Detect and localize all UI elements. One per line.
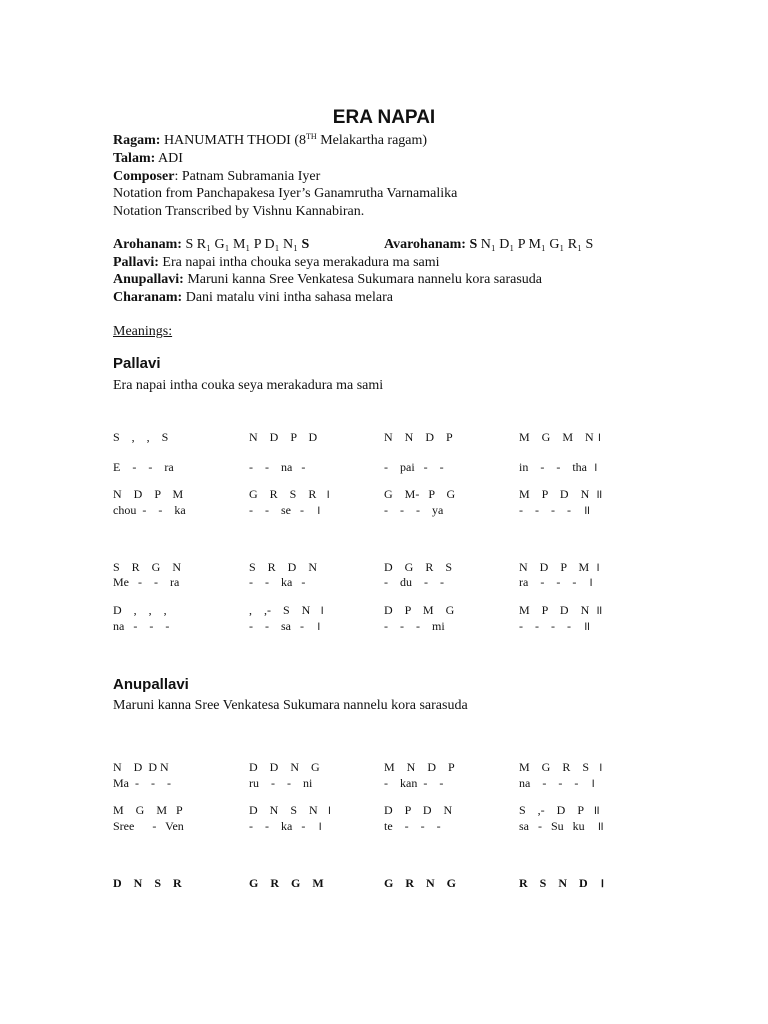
talam-line <box>113 152 183 166</box>
composer-line <box>113 170 320 184</box>
arohanam-label: Arohanam: <box>113 237 182 252</box>
anupallavi-notation-cell: G R N G <box>384 876 456 890</box>
pallavi-notation-row <box>0 504 768 518</box>
page-title: ERA NAPAI <box>332 107 436 128</box>
pallavi-notation-cell: N N D P <box>384 430 453 444</box>
pallavi-notation-cell: N D P M । <box>519 560 600 574</box>
anupallavi-notation-cell: D N S N । <box>249 803 332 817</box>
pallavi-heading: Pallavi <box>113 355 161 372</box>
anupallavi-notation-cell: M G M P <box>113 803 183 817</box>
pallavi-notation-cell: N D P M <box>113 487 184 501</box>
pallavi-notation-cell: S , , S <box>113 430 169 444</box>
anupallavi-notation-row <box>0 777 768 791</box>
pallavi-lyric: Era napai intha couka seya merakadura ma sami <box>113 378 384 393</box>
pallavi-summary <box>113 256 440 270</box>
avarohanam-start: S <box>465 237 478 252</box>
notation-source: Notation from Panchapakesa Iyer’s Ganamrutha Varnamalika <box>113 186 458 201</box>
pallavi-notation-cell: - - - ya <box>384 503 444 517</box>
pallavi-notation-cell: - - se - । <box>249 503 321 517</box>
pallavi-notation-cell: chou - - ka <box>113 503 186 517</box>
pallavi-notation-row <box>0 561 768 575</box>
ragam-value-post: Melakartha ragam) <box>316 133 428 148</box>
pallavi-notation-cell: D G R S <box>384 560 453 574</box>
anupallavi-notation-cell: R S N D । <box>519 876 605 890</box>
anupallavi-heading: Anupallavi <box>113 676 189 693</box>
anupallavi-notation-cell: - - ka - । <box>249 819 322 833</box>
pallavi-notation-row <box>0 488 768 502</box>
anupallavi-notation-cell: sa - Su ku ॥ <box>519 819 604 833</box>
pallavi-notation-row <box>0 431 768 445</box>
ragam-value: HANUMATH THODI (8 <box>160 133 307 148</box>
pallavi-notation-cell: - - - mi <box>384 619 445 633</box>
pallavi-notation-cell: in - - tha । <box>519 460 598 474</box>
charanam-summary-label: Charanam: <box>113 290 183 305</box>
pallavi-notation-row <box>0 620 768 634</box>
anupallavi-notation-row <box>0 820 768 834</box>
pallavi-notation-cell: - - sa - । <box>249 619 321 633</box>
anupallavi-notation-row <box>0 804 768 818</box>
pallavi-notation-cell: M P D N ॥ <box>519 603 603 617</box>
meanings-link[interactable]: Meanings: <box>113 324 173 339</box>
pallavi-notation-cell: Me - - ra <box>113 575 180 589</box>
pallavi-notation-cell: S R D N <box>249 560 318 574</box>
pallavi-notation-cell: D , , , <box>113 603 167 617</box>
anupallavi-notation-cell: te - - - <box>384 819 441 833</box>
pallavi-notation-cell: ra - - - । <box>519 575 593 589</box>
pallavi-notation-cell: na - - - <box>113 619 170 633</box>
pallavi-summary-text: Era napai intha chouka seya merakadura ma sami <box>158 255 440 270</box>
pallavi-notation-cell: G R S R । <box>249 487 330 501</box>
anupallavi-notation-cell: Sree - Ven <box>113 819 184 833</box>
composer-value: : Patnam Subramania Iyer <box>174 169 321 184</box>
anupallavi-summary-label: Anupallavi: <box>113 272 184 287</box>
anupallavi-notation-cell: S ,- D P ॥ <box>519 803 600 817</box>
anupallavi-notation-cell: - kan - - <box>384 776 444 790</box>
anupallavi-notation-cell: D D N G <box>249 760 320 774</box>
pallavi-notation-cell: N D P D <box>249 430 318 444</box>
anupallavi-notation-cell: Ma - - - <box>113 776 171 790</box>
pallavi-notation-cell: M G M N । <box>519 430 602 444</box>
pallavi-notation-cell: - - ka - <box>249 575 306 589</box>
arohanam-line <box>113 238 309 252</box>
anupallavi-notation-row <box>0 761 768 775</box>
ragam-label: Ragam: <box>113 133 161 148</box>
pallavi-notation-cell: - pai - - <box>384 460 444 474</box>
pallavi-notation-cell: E - - ra <box>113 460 174 474</box>
pallavi-summary-label: Pallavi: <box>113 255 159 270</box>
anupallavi-notation-cell: N D D N <box>113 760 169 774</box>
anupallavi-notation-cell: D P D N <box>384 803 453 817</box>
pallavi-notation-cell: - - na - <box>249 460 306 474</box>
pallavi-notation-cell: - - - - ॥ <box>519 503 591 517</box>
anupallavi-notation-cell: ru - - ni <box>249 776 313 790</box>
transcribed-by: Notation Transcribed by Vishnu Kannabiran. <box>113 204 365 219</box>
pallavi-notation-cell: , ,- S N । <box>249 603 324 617</box>
talam-value: ADI <box>155 151 183 166</box>
pallavi-notation-cell: G M- P G <box>384 487 456 501</box>
anupallavi-notation-cell: D N S R <box>113 876 182 890</box>
pallavi-notation-cell: - - - - ॥ <box>519 619 591 633</box>
arohanam-value: S R₁ G₁ M₁ P D₁ N₁ <box>181 237 302 252</box>
composer-label: Composer <box>113 169 175 184</box>
anupallavi-notation-cell: G R G M <box>249 876 324 890</box>
anupallavi-notation-cell: M G R S । <box>519 760 603 774</box>
pallavi-notation-cell: M P D N ॥ <box>519 487 603 501</box>
avarohanam-line <box>384 238 593 252</box>
anupallavi-notation-row <box>0 877 768 891</box>
avarohanam-label: Avarohanam: <box>384 237 466 252</box>
pallavi-notation-row <box>0 604 768 618</box>
anupallavi-summary <box>113 273 542 287</box>
anupallavi-notation-cell: M N D P <box>384 760 455 774</box>
arohanam-end: S <box>301 237 310 252</box>
pallavi-notation-cell: S R G N <box>113 560 182 574</box>
pallavi-notation-cell: D P M G <box>384 603 455 617</box>
ragam-line <box>113 134 427 148</box>
avarohanam-value: N₁ D₁ P M₁ G₁ R₁ S <box>477 237 594 252</box>
talam-label: Talam: <box>113 151 156 166</box>
pallavi-notation-row <box>0 461 768 475</box>
pallavi-notation-cell: - du - - <box>384 575 444 589</box>
ragam-sup: TH <box>306 132 317 141</box>
charanam-summary <box>113 291 393 305</box>
anupallavi-lyric: Maruni kanna Sree Venkatesa Sukumara nannelu kora sarasuda <box>113 698 468 713</box>
charanam-summary-text: Dani matalu vini intha sahasa melara <box>182 290 393 305</box>
pallavi-notation-row <box>0 576 768 590</box>
anupallavi-notation-cell: na - - - । <box>519 776 595 790</box>
anupallavi-summary-text: Maruni kanna Sree Venkatesa Sukumara nannelu kora sarasuda <box>183 272 542 287</box>
